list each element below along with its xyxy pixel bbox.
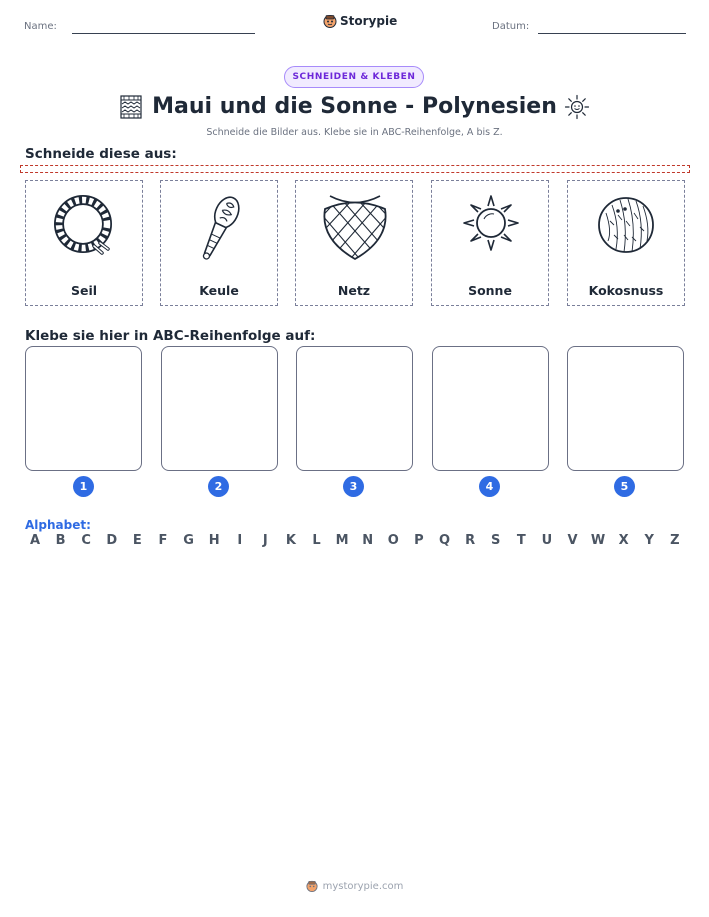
alphabet-letter: Y	[644, 533, 654, 548]
alphabet-letter: A	[29, 533, 41, 548]
alphabet-letter: I	[237, 533, 243, 548]
alphabet-letter: N	[362, 533, 374, 548]
alphabet-letter: C	[81, 533, 91, 548]
club-icon	[185, 191, 255, 263]
card-label: Netz	[337, 283, 371, 298]
alphabet-letter: U	[541, 533, 553, 548]
alphabet-letter: E	[132, 533, 142, 548]
date-line[interactable]	[538, 33, 686, 34]
activity-badge: SCHNEIDEN & KLEBEN	[284, 66, 424, 88]
paste-box-1[interactable]	[25, 346, 142, 471]
cut-card-sonne[interactable]	[431, 180, 549, 306]
alphabet-letter: Q	[438, 533, 451, 548]
footer	[0, 880, 709, 892]
card-label: Kokosnuss	[588, 283, 664, 298]
brand-name: Storypie	[340, 14, 398, 28]
paste-box-5[interactable]	[567, 346, 684, 471]
instructions: Schneide die Bilder aus. Klebe sie in ABC-Reihenfolge, A bis Z.	[206, 127, 503, 138]
name-line[interactable]	[72, 33, 255, 34]
name-label: Name:	[24, 21, 57, 32]
alphabet-letter: K	[285, 533, 296, 548]
cut-line	[20, 165, 690, 173]
paste-box-4[interactable]	[432, 346, 549, 471]
alphabet-letter: O	[387, 533, 399, 548]
cut-card-keule[interactable]	[160, 180, 278, 306]
alphabet-row	[25, 533, 685, 551]
page-title: Maui und die Sonne - Polynesien	[152, 94, 557, 119]
sun-icon	[564, 94, 590, 120]
number-badge-3: 3	[343, 476, 364, 497]
cut-section-heading: Schneide diese aus:	[25, 146, 177, 162]
alphabet-letter: H	[208, 533, 220, 548]
alphabet-letter: B	[55, 533, 66, 548]
alphabet-letter: J	[262, 533, 268, 548]
alphabet-letter: G	[183, 533, 194, 548]
cut-card-netz[interactable]	[295, 180, 413, 306]
alphabet-label: Alphabet:	[25, 518, 91, 532]
number-badge-5: 5	[614, 476, 635, 497]
alphabet-letter: P	[414, 533, 424, 548]
alphabet-letter: D	[106, 533, 118, 548]
paste-box-3[interactable]	[296, 346, 413, 471]
rope-icon	[50, 191, 120, 261]
paste-section-heading: Klebe sie hier in ABC-Reihenfolge auf:	[25, 328, 316, 344]
cut-card-seil[interactable]	[25, 180, 143, 306]
number-badge-2: 2	[208, 476, 229, 497]
sun-icon	[456, 191, 526, 261]
footer-url[interactable]: mystorypie.com	[322, 880, 404, 892]
alphabet-letter: V	[567, 533, 578, 548]
alphabet-letter: X	[618, 533, 629, 548]
storypie-mascot-icon	[306, 880, 318, 892]
storypie-mascot-icon	[323, 14, 337, 28]
date-label: Datum:	[492, 21, 530, 32]
alphabet-letter: F	[158, 533, 168, 548]
alphabet-letter: T	[516, 533, 526, 548]
cut-card-kokosnuss[interactable]	[567, 180, 685, 306]
card-label: Seil	[70, 283, 98, 298]
card-label: Keule	[199, 283, 239, 298]
title-row	[0, 92, 709, 122]
card-label: Sonne	[468, 283, 512, 298]
alphabet-letter: L	[312, 533, 321, 548]
alphabet-letter: Z	[670, 533, 680, 548]
paste-box-2[interactable]	[161, 346, 278, 471]
alphabet-letter: R	[465, 533, 476, 548]
net-icon	[320, 191, 390, 263]
alphabet-letter: S	[491, 533, 501, 548]
number-badge-4: 4	[479, 476, 500, 497]
alphabet-letter: W	[590, 533, 606, 548]
alphabet-letter: M	[335, 533, 349, 548]
number-badge-1: 1	[73, 476, 94, 497]
brand-logo	[323, 14, 397, 28]
coconut-icon	[592, 191, 662, 261]
